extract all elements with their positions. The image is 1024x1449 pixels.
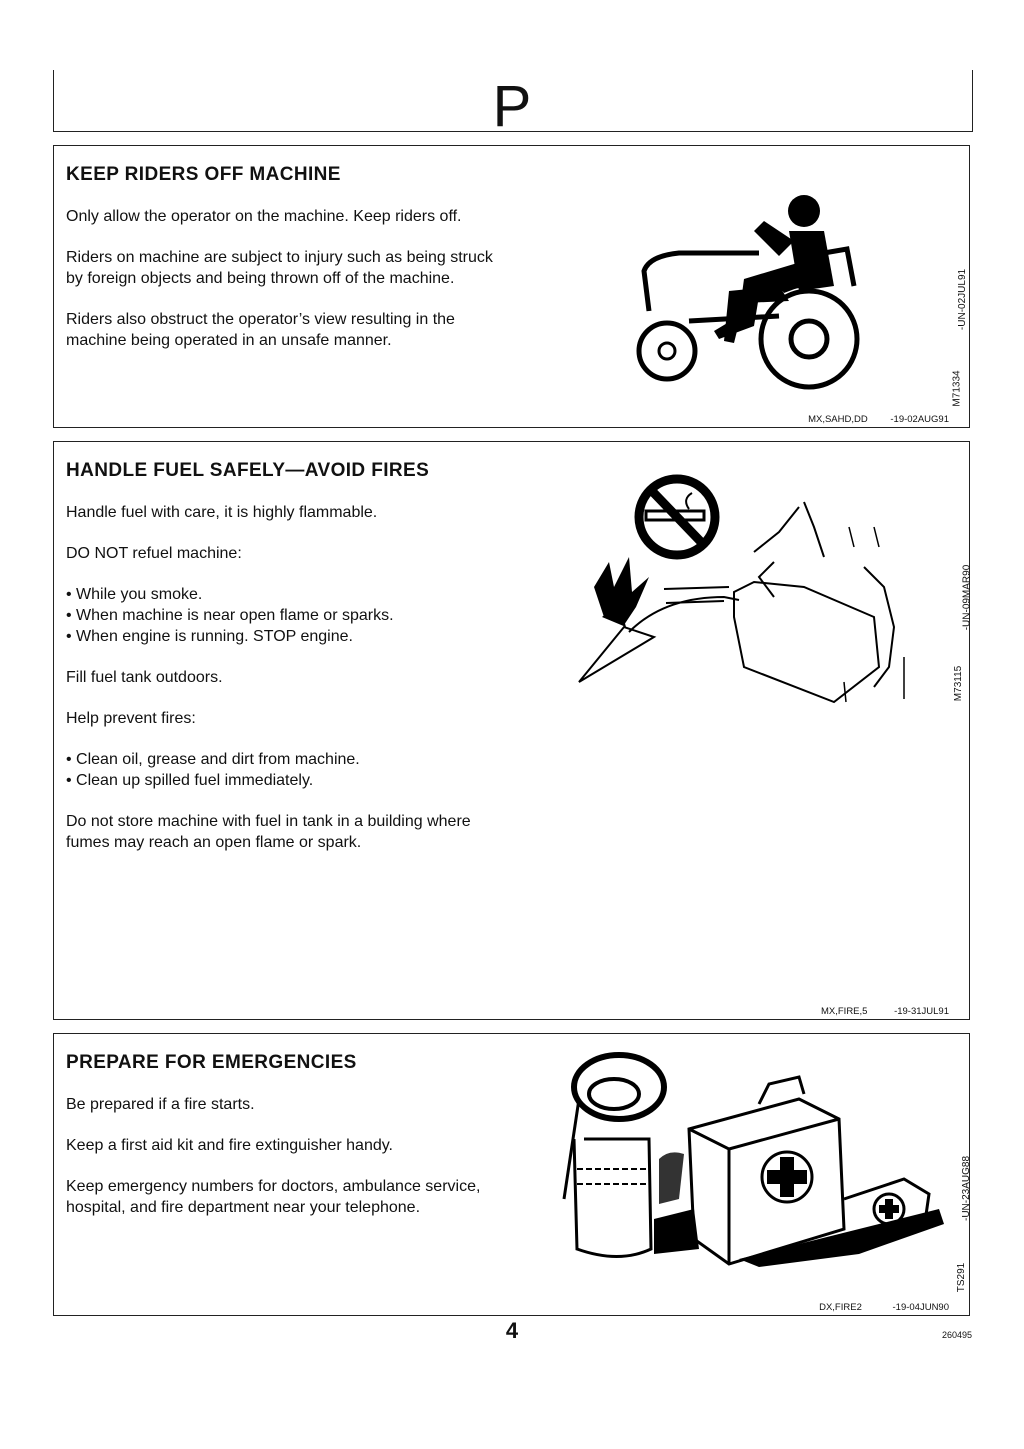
section-body (66, 502, 486, 873)
paragraph: Fill fuel tank outdoors. (66, 669, 223, 686)
paragraph: Only allow the operator on the machine. Keep riders off. (66, 208, 462, 225)
footer-code (819, 1302, 949, 1313)
paragraph: Help prevent fires: (66, 710, 196, 727)
list (66, 749, 486, 791)
image-code: -UN-23AUG88 (961, 1155, 973, 1222)
image-code: M73115 (953, 665, 965, 702)
footer-date: -19-04JUN90 (892, 1302, 949, 1313)
footer-ref: DX,FIRE2 (819, 1302, 862, 1313)
document-id: 260495 (941, 1330, 972, 1340)
section-prepare-emergencies (53, 1033, 973, 1316)
section-letter: P (492, 74, 532, 139)
section-title: PREPARE FOR EMERGENCIES (66, 1052, 357, 1073)
list-item: • Clean up spilled fuel immediately. (66, 770, 486, 791)
paragraph: Keep a first aid kit and fire extinguisher handy. (66, 1137, 393, 1154)
footer-date: -19-02AUG91 (890, 414, 949, 425)
paragraph: Handle fuel with care, it is highly flammable. (66, 504, 378, 521)
no-smoking-refuel-illustration (574, 467, 914, 707)
page-number: 4 (505, 1318, 519, 1343)
image-code: -UN-02JUL91 (957, 268, 969, 331)
list-item: • While you smoke. (66, 584, 486, 605)
section-body (66, 1094, 486, 1238)
list (66, 584, 486, 647)
paragraph: Riders also obstruct the operator’s view resulting in the machine being operated in an unsafe manner. (66, 311, 455, 349)
section-keep-riders-off (53, 145, 970, 428)
section-title: HANDLE FUEL SAFELY—AVOID FIRES (66, 460, 430, 481)
paragraph: Riders on machine are subject to injury such as being struck by foreign objects and being thrown off of the machine. (66, 249, 493, 287)
rider-on-tractor-illustration (629, 191, 869, 391)
list-item: • When machine is near open flame or sparks. (66, 605, 486, 626)
paragraph: Do not store machine with fuel in tank in a building where fumes may reach an open flame or spark. (66, 813, 471, 851)
image-code: TS291 (956, 1262, 968, 1293)
footer-ref: MX,FIRE,5 (820, 1006, 868, 1017)
paragraph: Keep emergency numbers for doctors, ambulance service, hospital, and fire department near your telephone. (66, 1178, 481, 1216)
footer-code (821, 1006, 949, 1017)
section-title: KEEP RIDERS OFF MACHINE (66, 164, 341, 185)
image-code: -UN-09MAR90 (961, 564, 973, 631)
image-code: M71334 (951, 370, 963, 407)
footer-code (808, 414, 949, 425)
section-body (66, 206, 506, 371)
list-item: • Clean oil, grease and dirt from machine. (66, 749, 486, 770)
paragraph: Be prepared if a fire starts. (66, 1096, 255, 1113)
footer-ref: MX,SAHD,DD (808, 414, 868, 425)
list-item: • When engine is running. STOP engine. (66, 626, 486, 647)
first-aid-extinguisher-illustration (559, 1049, 949, 1269)
footer-date: -19-31JUL91 (894, 1006, 949, 1017)
paragraph: DO NOT refuel machine: (66, 545, 242, 562)
section-handle-fuel (53, 441, 973, 1020)
